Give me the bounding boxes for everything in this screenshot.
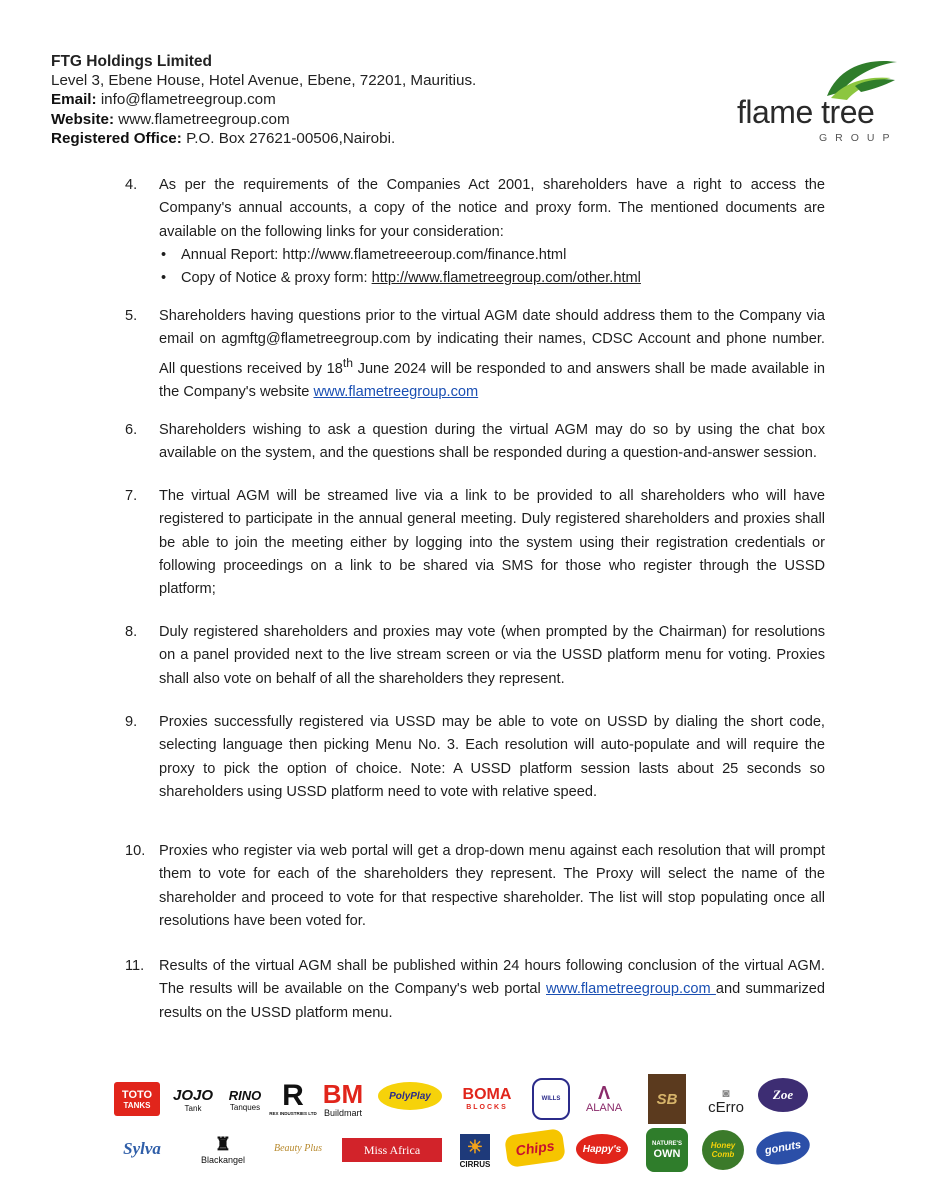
brand-text: BLOCKS <box>466 1104 508 1111</box>
cirrus-sun-icon: ☀ <box>460 1134 490 1160</box>
brand-text: gonuts <box>763 1138 803 1158</box>
email-label: Email: <box>51 91 97 109</box>
ordinal-suffix: th <box>342 355 354 370</box>
bullet-annual-report <box>159 244 825 267</box>
web-portal-link[interactable]: www.flametreegroup.com <box>546 981 716 998</box>
brand-blackangel <box>192 1126 254 1172</box>
item-number: 5. <box>125 308 138 324</box>
brand-text: Comb <box>711 1150 735 1159</box>
note-item-11 <box>125 955 825 1025</box>
brand-text: Miss Africa <box>363 1142 421 1157</box>
brand-text: WILLS <box>541 1096 561 1102</box>
brand-text: OWN <box>653 1148 681 1160</box>
brand-text: TANKS <box>123 1100 151 1110</box>
note-item-4 <box>125 174 825 290</box>
item-text: Duly registered shareholders and proxies may vote (when prompted by the Chairman) for resolutions on a panel provided next to the live stream screen or via the USSD platform menu for voting. Proxies shall also vote on behalf of all the shareholders they represent. <box>159 624 825 687</box>
brand-text: BM <box>322 1079 364 1109</box>
brand-text: Sylva <box>123 1139 161 1158</box>
brand-text: cErro <box>708 1099 744 1116</box>
bullet-label: Copy of Notice & proxy form: <box>181 270 372 287</box>
brand-honey-comb <box>702 1130 744 1170</box>
brand-polyplay <box>378 1082 442 1110</box>
company-name: FTG Holdings Limited <box>51 53 213 70</box>
note-item-5 <box>125 305 825 404</box>
item-text-part: Shareholders having questions prior to the virtual AGM date should address them to the Company via email on agmftg@flametreegroup.com by indicating their names, CDSC Account and phone number. All questions received by 18 <box>159 308 825 377</box>
note-item-7 <box>125 485 825 601</box>
item-number: 10. <box>125 843 146 859</box>
bullet-dot-icon: • <box>161 270 167 287</box>
website-value[interactable]: www.flametreegroup.com <box>118 110 290 128</box>
letterhead <box>51 52 898 152</box>
brand-wills <box>532 1078 570 1120</box>
brand-miss-africa <box>342 1138 442 1162</box>
brand-beauty-plus <box>270 1128 326 1168</box>
alana-mark-icon: Λ <box>597 1083 610 1103</box>
logo-subline: GROUP <box>819 132 898 144</box>
item-text: As per the requirements of the Companies Act 2001, shareholders have a right to access the Company's annual accounts, a copy of the notice and proxy form. The mentioned documents are available on the following links for your consideration: <box>159 177 825 240</box>
brand-text: RINO <box>228 1088 262 1103</box>
item-text <box>159 305 825 404</box>
brand-text: Chips <box>514 1137 556 1159</box>
blackangel-figure-icon: ♜ <box>214 1133 232 1154</box>
bullet-dot-icon: • <box>161 246 167 263</box>
brand-text: TOTO <box>121 1088 153 1101</box>
brand-rex-industries <box>270 1076 316 1122</box>
brand-text: Honey <box>710 1141 736 1150</box>
item-number: 7. <box>125 488 138 504</box>
website-link[interactable]: www.flametreegroup.com <box>313 383 479 400</box>
brand-text: REX INDUSTRIES LTD <box>269 1111 317 1116</box>
brand-sb <box>648 1074 686 1124</box>
brand-text: Blackangel <box>200 1154 246 1165</box>
brand-text: NATURE'S <box>652 1141 682 1147</box>
brand-text: CIRRUS <box>459 1160 491 1169</box>
brand-natures-own <box>646 1128 688 1172</box>
email-value[interactable]: info@flametreegroup.com <box>100 91 276 109</box>
brand-text: Beauty Plus <box>273 1142 323 1154</box>
brand-text: ALANA <box>585 1102 623 1114</box>
item-text <box>159 955 825 1025</box>
brand-logo-strip <box>110 1072 830 1182</box>
brand-toto-tanks <box>114 1082 160 1116</box>
item-number: 11. <box>125 958 145 974</box>
brand-text: PolyPlay <box>389 1090 431 1102</box>
brand-jojo-tank <box>168 1080 218 1120</box>
annual-report-link[interactable]: http://www.flametreeeroup.com/finance.html <box>282 246 567 263</box>
brand-alana <box>578 1078 630 1120</box>
office-value: P.O. Box 27621-00506,Nairobi. <box>186 129 396 147</box>
item-text-part: and summarized results on the USSD platform menu. <box>159 981 825 1021</box>
note-item-6 <box>125 419 825 466</box>
brand-cerro <box>702 1082 750 1122</box>
cerro-mark-icon: ◙ <box>722 1086 730 1100</box>
flame-tree-logo <box>729 52 909 147</box>
item-number: 8. <box>125 624 138 640</box>
item-text: Shareholders wishing to ask a question during the virtual AGM may do so by using the chat box available on the system, and the questions shall be responded during a question-and-answer session. <box>159 422 825 462</box>
logo-wordmark: flame tree <box>737 94 875 130</box>
item-number: 4. <box>125 177 138 193</box>
notice-proxy-link[interactable]: http://www.flametreegroup.com/other.html <box>371 270 641 287</box>
brand-chips <box>504 1128 566 1168</box>
website-label: Website: <box>51 110 115 128</box>
brand-happys <box>576 1134 628 1164</box>
item-text-part: June 2024 will be responded to and answers shall be made available in the Company's website <box>159 360 826 400</box>
item-text: Proxies successfully registered via USSD may be able to vote on USSD by dialing the short code, selecting language then picking Menu No. 3. Each resolution will auto-populate and will require the proxy to pick the option of choice. Note: A USSD platform session lasts about 25 seconds so shareholders using USSD platform need to vote with relative speed. <box>159 714 825 800</box>
brand-text: Tanques <box>229 1103 261 1112</box>
note-item-8 <box>125 621 825 691</box>
brand-rino-tanques <box>222 1080 268 1120</box>
item-text-part: Results of the virtual AGM shall be published within 24 hours following conclusion of the virtual AGM. The results will be available on the Company's web portal <box>159 958 825 998</box>
brand-text: Happy's <box>582 1143 622 1155</box>
brand-zoe <box>758 1078 808 1112</box>
brand-text: SB <box>656 1090 678 1108</box>
item-text: Proxies who register via web portal will get a drop-down menu against each resolution that will prompt them to vote for each of the shareholders they represent. The Proxy will select the name of the shareholder and proceed to vote for that respective shareholder. The list will stop populating once all resolutions have been voted for. <box>159 843 825 929</box>
brand-text: BOMA <box>462 1086 512 1103</box>
brand-text: JOJO <box>172 1086 214 1104</box>
item-number: 9. <box>125 714 138 730</box>
brand-text: Tank <box>184 1103 202 1113</box>
item-number: 6. <box>125 422 138 438</box>
brand-boma-blocks <box>454 1080 520 1118</box>
brand-sylva <box>114 1132 170 1166</box>
brand-gonuts <box>754 1128 813 1169</box>
company-address: Level 3, Ebene House, Hotel Avenue, Ebene, 72201, Mauritius. <box>51 72 477 90</box>
brand-text: R <box>282 1079 304 1112</box>
brand-buildmart <box>318 1076 368 1122</box>
note-item-9 <box>125 711 825 804</box>
office-label: Registered Office: <box>51 129 182 147</box>
brand-text: Zoe <box>772 1087 794 1102</box>
brand-cirrus <box>454 1128 496 1176</box>
bullet-notice-proxy <box>159 267 825 290</box>
item-text: The virtual AGM will be streamed live via a link to be provided to all shareholders who will have registered to participate in the annual general meeting. Duly registered shareholders and proxies shall be able to join the meeting either by logging into the system using their registration credentials or following proceedings on a link to be shared via SMS for those who register through the USSD platform; <box>159 488 825 598</box>
brand-text: Buildmart <box>323 1108 362 1118</box>
bullet-label: Annual Report: <box>181 246 283 263</box>
note-item-10 <box>125 840 825 933</box>
